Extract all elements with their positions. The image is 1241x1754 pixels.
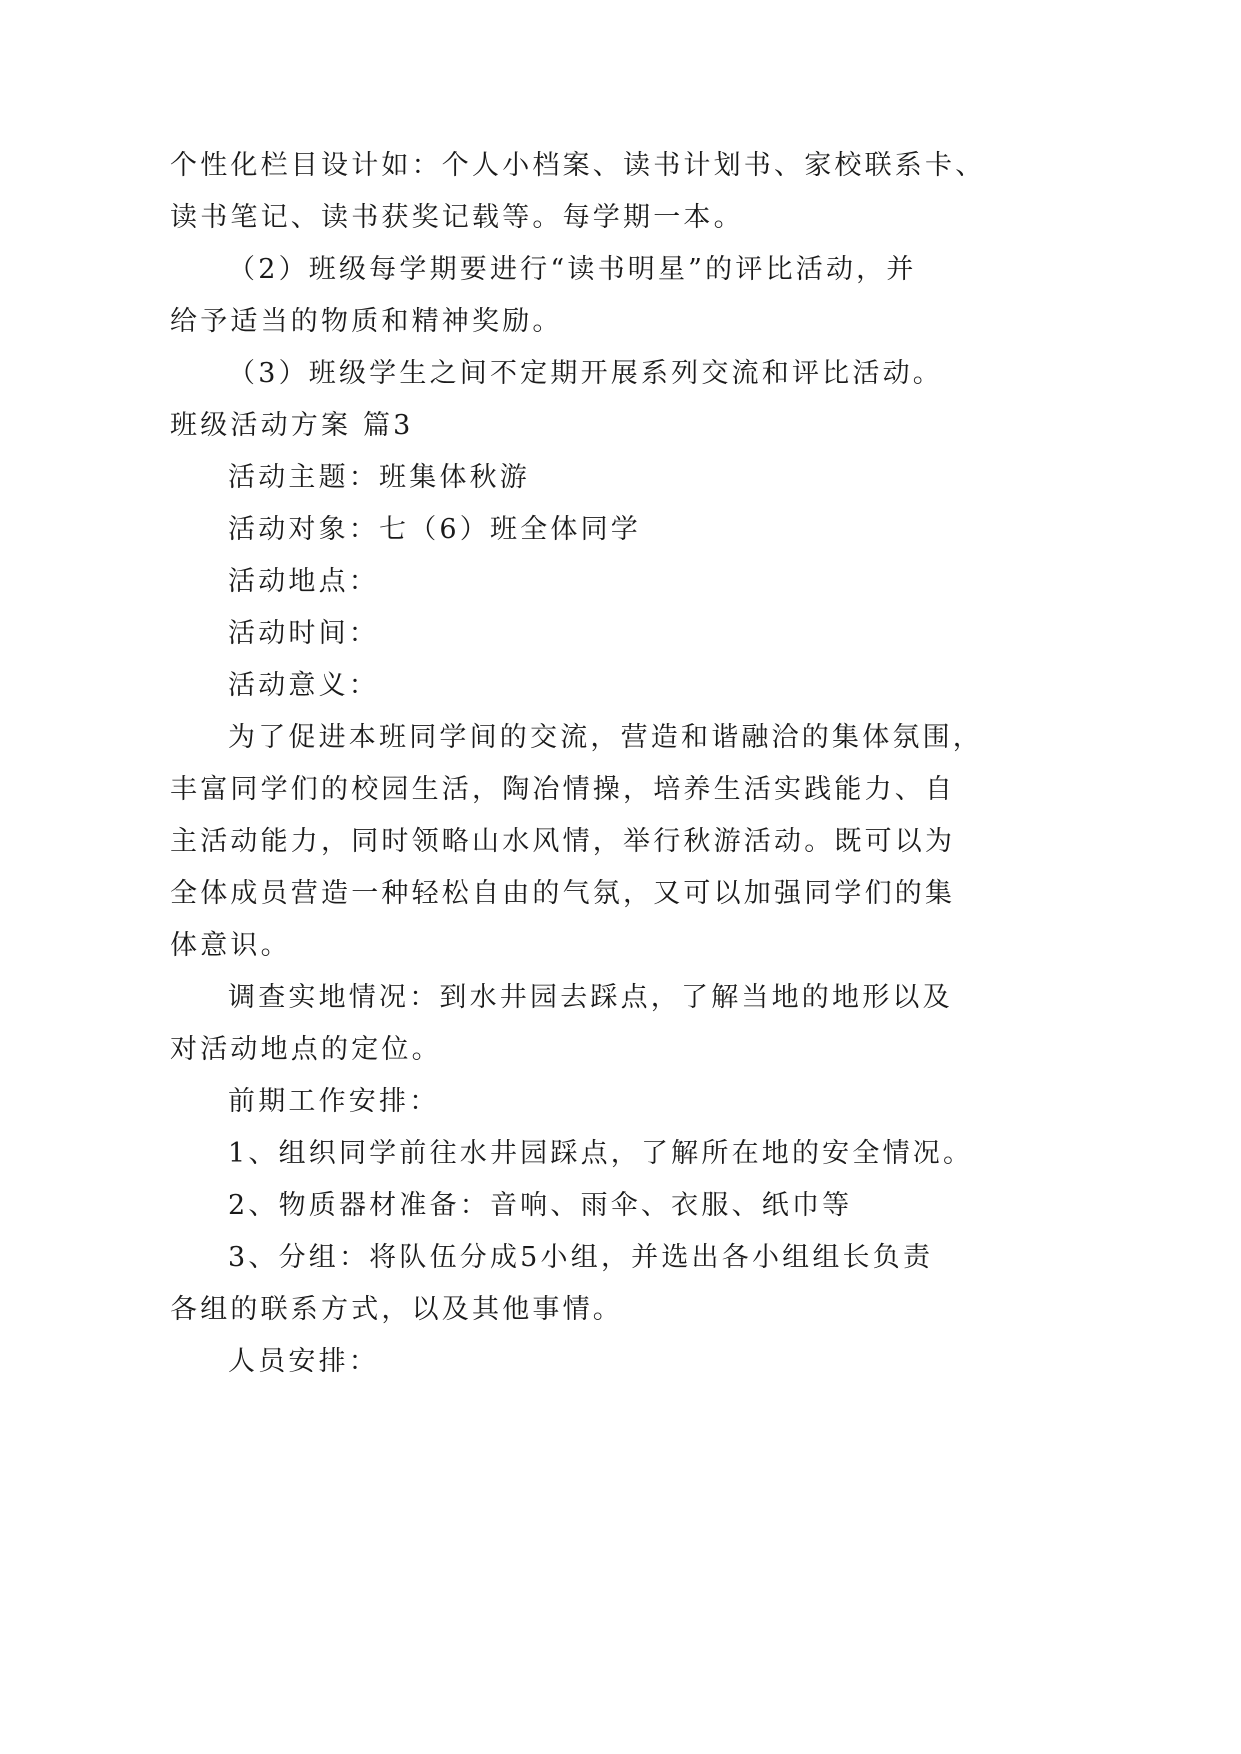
text-line: 读书笔记、读书获奖记载等。每学期一本。 bbox=[170, 202, 744, 233]
text-line: 活动地点： bbox=[228, 566, 379, 597]
text-line: 个性化栏目设计如：个人小档案、读书计划书、家校联系卡、 bbox=[170, 150, 986, 181]
text-line: 为了促进本班同学间的交流，营造和谐融洽的集体氛围， bbox=[228, 722, 983, 753]
section-heading: 班级活动方案 篇3 bbox=[170, 410, 414, 441]
text-line: 2、物质器材准备：音响、雨伞、衣服、纸巾等 bbox=[228, 1190, 853, 1221]
text-line: 活动对象：七（6）班全体同学 bbox=[228, 514, 641, 545]
text-line: 对活动地点的定位。 bbox=[170, 1034, 442, 1065]
text-line: 主活动能力，同时领略山水风情，举行秋游活动。既可以为 bbox=[170, 826, 956, 857]
text-line: 各组的联系方式，以及其他事情。 bbox=[170, 1294, 623, 1325]
text-line: 1、组织同学前往水井园踩点，了解所在地的安全情况。 bbox=[228, 1138, 974, 1169]
text-line: 活动主题：班集体秋游 bbox=[228, 462, 530, 493]
text-line: 体意识。 bbox=[170, 930, 291, 961]
text-line: 调查实地情况：到水井园去踩点，了解当地的地形以及 bbox=[228, 982, 953, 1013]
text-line: 人员安排： bbox=[228, 1346, 379, 1377]
text-line: 3、分组：将队伍分成5小组，并选出各小组组长负责 bbox=[228, 1242, 934, 1273]
text-line: 前期工作安排： bbox=[228, 1086, 440, 1117]
text-line: 丰富同学们的校园生活，陶冶情操，培养生活实践能力、自 bbox=[170, 774, 956, 805]
text-line: （2）班级每学期要进行“读书明星”的评比活动，并 bbox=[228, 254, 917, 285]
text-line: 给予适当的物质和精神奖励。 bbox=[170, 306, 563, 337]
text-line: （3）班级学生之间不定期开展系列交流和评比活动。 bbox=[228, 358, 943, 389]
text-line: 活动时间： bbox=[228, 618, 379, 649]
text-line: 全体成员营造一种轻松自由的气氛，又可以加强同学们的集 bbox=[170, 878, 956, 909]
text-line: 活动意义： bbox=[228, 670, 379, 701]
